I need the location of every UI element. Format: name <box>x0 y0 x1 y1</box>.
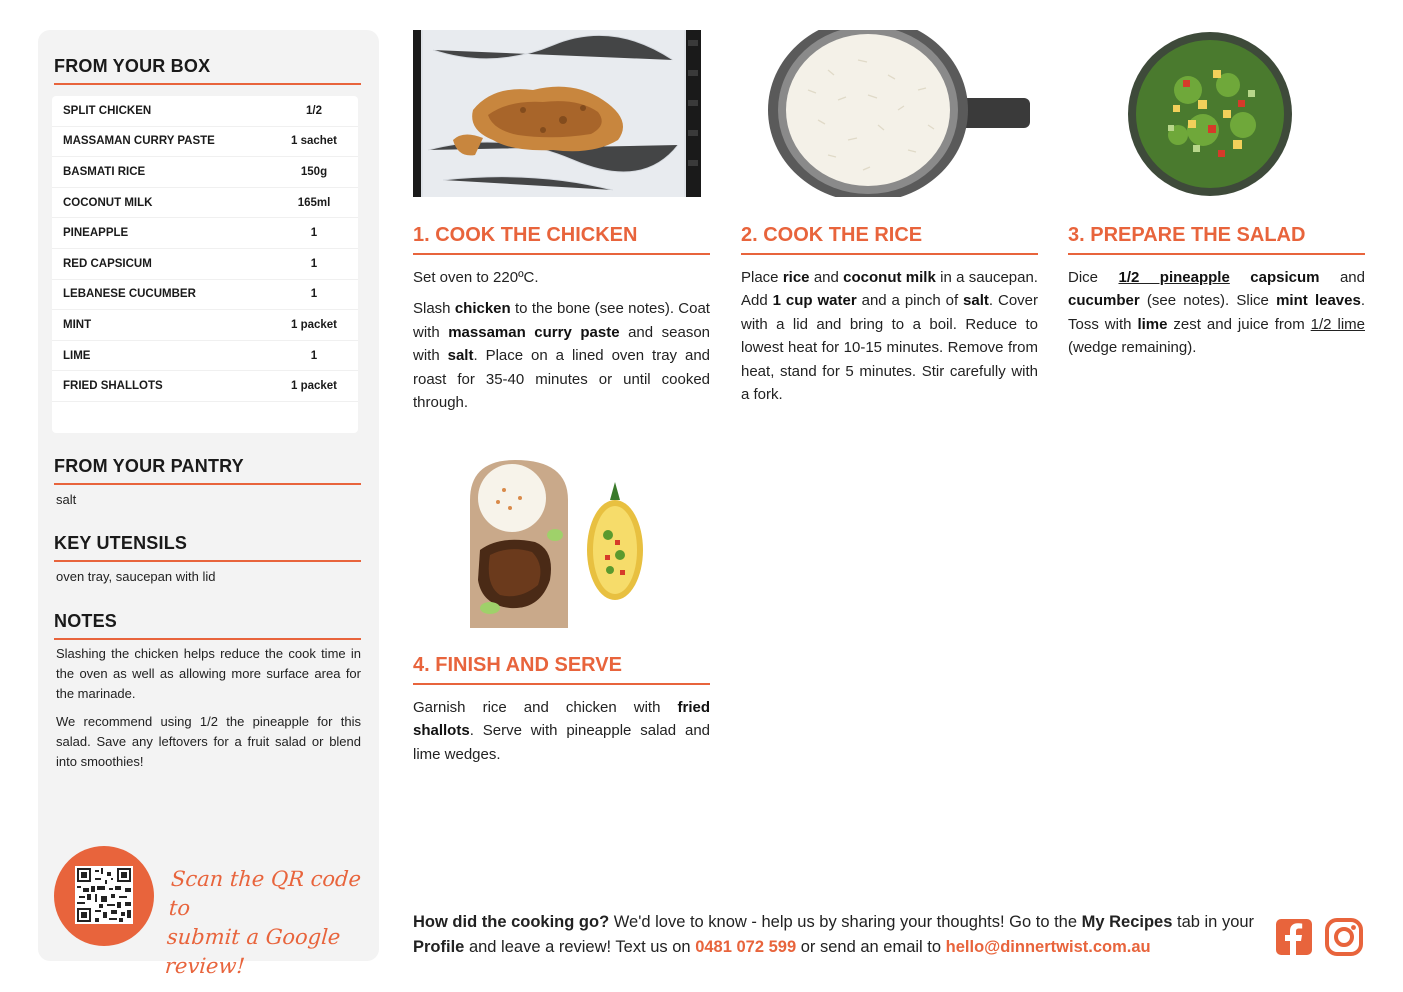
notes-text <box>56 644 361 780</box>
step-1-title: 1. COOK THE CHICKEN <box>413 224 710 255</box>
photo-salad-bowl <box>1128 30 1293 197</box>
step-3-body <box>1068 266 1365 368</box>
qr-code-icon[interactable] <box>75 866 133 924</box>
key-utensils-title: KEY UTENSILS <box>54 533 361 562</box>
qr-text-line-2: submit a Google review! <box>164 925 342 978</box>
ingredient-row <box>52 218 358 249</box>
ingredient-name: BASMATI RICE <box>63 165 146 178</box>
note-2: We recommend using 1/2 the pineapple for this salad. Save any leftovers for a fruit salad or blend into smoothies! <box>56 714 361 769</box>
ingredient-qty: 1/2 <box>306 104 322 117</box>
footer-question: How did the cooking go? <box>413 913 610 931</box>
from-your-box-title: FROM YOUR BOX <box>54 56 361 85</box>
ingredient-name: COCONUT MILK <box>63 196 153 209</box>
step-4-text: Garnish rice and chicken with fried shallots. Serve with pineapple salad and lime wedges. <box>413 699 710 763</box>
facebook-icon[interactable] <box>1275 918 1313 956</box>
ingredient-name: PINEAPPLE <box>63 227 129 240</box>
instagram-icon[interactable] <box>1325 918 1363 956</box>
step-1-text-2: Slash chicken to the bone (see notes). Coat with massaman curry paste and season with salt. Place on a lined oven tray and roast for 35-40 minutes or until cooked through. <box>413 300 711 412</box>
step-2-text: Place rice and coconut milk in a saucepan. Add 1 cup water and a pinch of salt. Cover with a lid and bring to a boil. Reduce to lowest heat for 10-15 minutes. Remove from heat, stand for 5 minutes. Stir carefully with a fork. <box>741 269 1039 404</box>
ingredient-row <box>52 341 358 372</box>
ingredient-row <box>52 249 358 280</box>
ingredient-name: LEBANESE CUCUMBER <box>63 288 196 301</box>
notes-title: NOTES <box>54 611 361 640</box>
step-2-body <box>741 266 1038 414</box>
phone-link[interactable]: 0481 072 599 <box>695 938 797 956</box>
ingredient-row <box>52 310 358 341</box>
sidebar <box>38 30 379 978</box>
ingredient-name: SPLIT CHICKEN <box>63 104 152 117</box>
ingredient-name: LIME <box>63 349 91 362</box>
step-2-title: 2. COOK THE RICE <box>741 224 1038 255</box>
ingredient-qty: 150g <box>300 165 328 178</box>
photo-finished-dish <box>460 460 650 628</box>
ingredient-qty: 1 <box>310 349 318 362</box>
step-4-title: 4. FINISH AND SERVE <box>413 654 710 685</box>
qr-review-prompt <box>164 865 383 981</box>
ingredient-row <box>52 280 358 311</box>
ingredient-qty: 165ml <box>297 196 331 209</box>
ingredient-qty: 1 <box>310 227 318 240</box>
feedback-footer: How did the cooking go? We'd love to know - help us by sharing your thoughts! Go to the My Recipes tab in your Profile and leave a review! Text us on 0481 072 599 or send an email to hello@dinnertwist.com.au <box>413 913 1255 956</box>
ingredient-row <box>52 188 358 219</box>
ingredient-name: RED CAPSICUM <box>63 257 152 270</box>
ingredient-qty: 1 packet <box>290 318 338 331</box>
step-4-body <box>413 696 710 774</box>
ingredient-name: MINT <box>63 318 92 331</box>
step-3-text: Dice 1/2 pineapple capsicum and cucumber (see notes). Slice mint leaves. Toss with lime zest and juice from 1/2 lime (wedge remaining). <box>1068 269 1365 357</box>
step-1-text-1: Set oven to 220ºC. <box>413 269 539 286</box>
email-link[interactable]: hello@dinnertwist.com.au <box>945 938 1151 956</box>
note-1: Slashing the chicken helps reduce the cook time in the oven as well as allowing more surface area for the marinade. <box>56 646 361 701</box>
ingredient-row <box>52 96 358 127</box>
profile-link[interactable]: Profile <box>413 938 465 956</box>
ingredient-qty: 1 <box>310 288 318 301</box>
utensils-text: oven tray, saucepan with lid <box>56 569 216 584</box>
ingredient-name: FRIED SHALLOTS <box>63 380 163 393</box>
ingredient-qty: 1 <box>310 257 318 270</box>
ingredient-qty: 1 sachet <box>290 135 338 148</box>
my-recipes-link[interactable]: My Recipes <box>1081 913 1173 931</box>
step-3-title: 3. PREPARE THE SALAD <box>1068 224 1365 255</box>
ingredient-row <box>52 127 358 158</box>
ingredient-qty: 1 packet <box>290 380 338 393</box>
ingredients-table <box>52 96 358 433</box>
ingredient-row <box>52 157 358 188</box>
photo-rice-pan <box>768 30 1030 197</box>
qr-text-line-1: Scan the QR code to <box>168 867 362 920</box>
pantry-text: salt <box>56 492 77 507</box>
from-your-pantry-title: FROM YOUR PANTRY <box>54 456 361 485</box>
ingredient-name: MASSAMAN CURRY PASTE <box>63 135 215 148</box>
qr-badge <box>54 846 154 946</box>
ingredient-row <box>52 371 358 402</box>
step-1-body <box>413 266 710 422</box>
photo-chicken-tray <box>413 30 701 197</box>
